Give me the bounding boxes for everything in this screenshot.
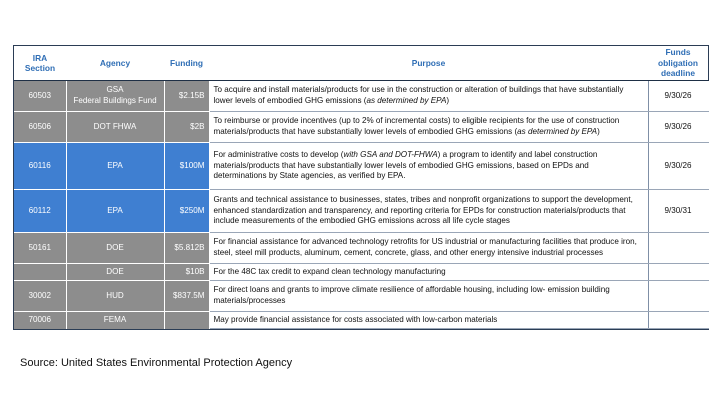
ira-funding-table: [14, 46, 709, 329]
table-row: [14, 81, 708, 112]
cell-deadline: [648, 233, 708, 264]
cell-funding: [164, 312, 209, 329]
cell-funding: $5.812B: [164, 233, 209, 264]
cell-purpose: For the 48C tax credit to expand clean technology manufacturing: [209, 264, 648, 281]
table-row: [14, 143, 708, 190]
cell-funding: $2B: [164, 112, 209, 143]
table-row: [14, 281, 708, 312]
cell-agency: EPA: [66, 190, 164, 233]
cell-deadline: [648, 281, 708, 312]
source-caption: Source: United States Environmental Protection Agency: [20, 357, 293, 369]
table-header-row: [14, 46, 708, 81]
cell-funding: $250M: [164, 190, 209, 233]
table-row: [14, 190, 708, 233]
cell-funding: $10B: [164, 264, 209, 281]
cell-ira-section: 50161: [14, 233, 66, 264]
cell-purpose: For administrative costs to develop (with GSA and DOT-FHWA) a program to identify and label construction materials/products that have substantially lower levels of embodied GHG emissions, based on EPDs and determinations by State agencies, as verified by EPA.: [209, 143, 648, 190]
table-row: [14, 264, 708, 281]
cell-deadline: [648, 312, 708, 329]
cell-ira-section: 60116: [14, 143, 66, 190]
cell-deadline: [648, 264, 708, 281]
table-row: [14, 312, 708, 329]
cell-purpose: To reimburse or provide incentives (up to 2% of incremental costs) to eligible recipients for the use of construction materials/products that have substantially lower levels of embodied GHG emissions (as determined by EPA): [209, 112, 648, 143]
header-funding: Funding: [164, 46, 209, 81]
cell-ira-section: 30002: [14, 281, 66, 312]
cell-agency: DOT FHWA: [66, 112, 164, 143]
cell-purpose: May provide financial assistance for costs associated with low-carbon materials: [209, 312, 648, 329]
cell-ira-section: 60503: [14, 81, 66, 112]
cell-agency: FEMA: [66, 312, 164, 329]
cell-ira-section: 60506: [14, 112, 66, 143]
header-purpose: Purpose: [209, 46, 648, 81]
cell-funding: $2.15B: [164, 81, 209, 112]
cell-funding: $837.5M: [164, 281, 209, 312]
header-ira-section: IRA Section: [14, 46, 66, 81]
cell-ira-section: [14, 264, 66, 281]
ira-funding-table-container: [13, 45, 709, 330]
header-deadline: Funds obligation deadline: [648, 46, 708, 81]
cell-agency: GSA Federal Buildings Fund: [66, 81, 164, 112]
cell-ira-section: 70006: [14, 312, 66, 329]
cell-agency: DOE: [66, 233, 164, 264]
cell-deadline: 9/30/26: [648, 112, 708, 143]
cell-funding: $100M: [164, 143, 209, 190]
header-agency: Agency: [66, 46, 164, 81]
cell-purpose: Grants and technical assistance to businesses, states, tribes and nonprofit organizations to support the development, enhanced standardization and transparency, and reporting criteria for EPDs for construction materials/products that include measurements of the embodied GHG emissions across all life cycle stages: [209, 190, 648, 233]
cell-agency: DOE: [66, 264, 164, 281]
cell-agency: HUD: [66, 281, 164, 312]
cell-deadline: 9/30/31: [648, 190, 708, 233]
table-row: [14, 233, 708, 264]
cell-purpose: For direct loans and grants to improve climate resilience of affordable housing, including low- emission building materials/processes: [209, 281, 648, 312]
cell-agency: EPA: [66, 143, 164, 190]
table-body: [14, 81, 708, 329]
cell-purpose: To acquire and install materials/products for use in the construction or alteration of buildings that have substantially lower levels of embodied GHG emissions (as determined by EPA): [209, 81, 648, 112]
cell-deadline: 9/30/26: [648, 143, 708, 190]
cell-deadline: 9/30/26: [648, 81, 708, 112]
cell-ira-section: 60112: [14, 190, 66, 233]
table-row: [14, 112, 708, 143]
cell-purpose: For financial assistance for advanced technology retrofits for US industrial or manufacturing facilities that produce iron, steel, steel mill products, aluminum, cement, concrete, glass, and other energy intensive industrial processes: [209, 233, 648, 264]
